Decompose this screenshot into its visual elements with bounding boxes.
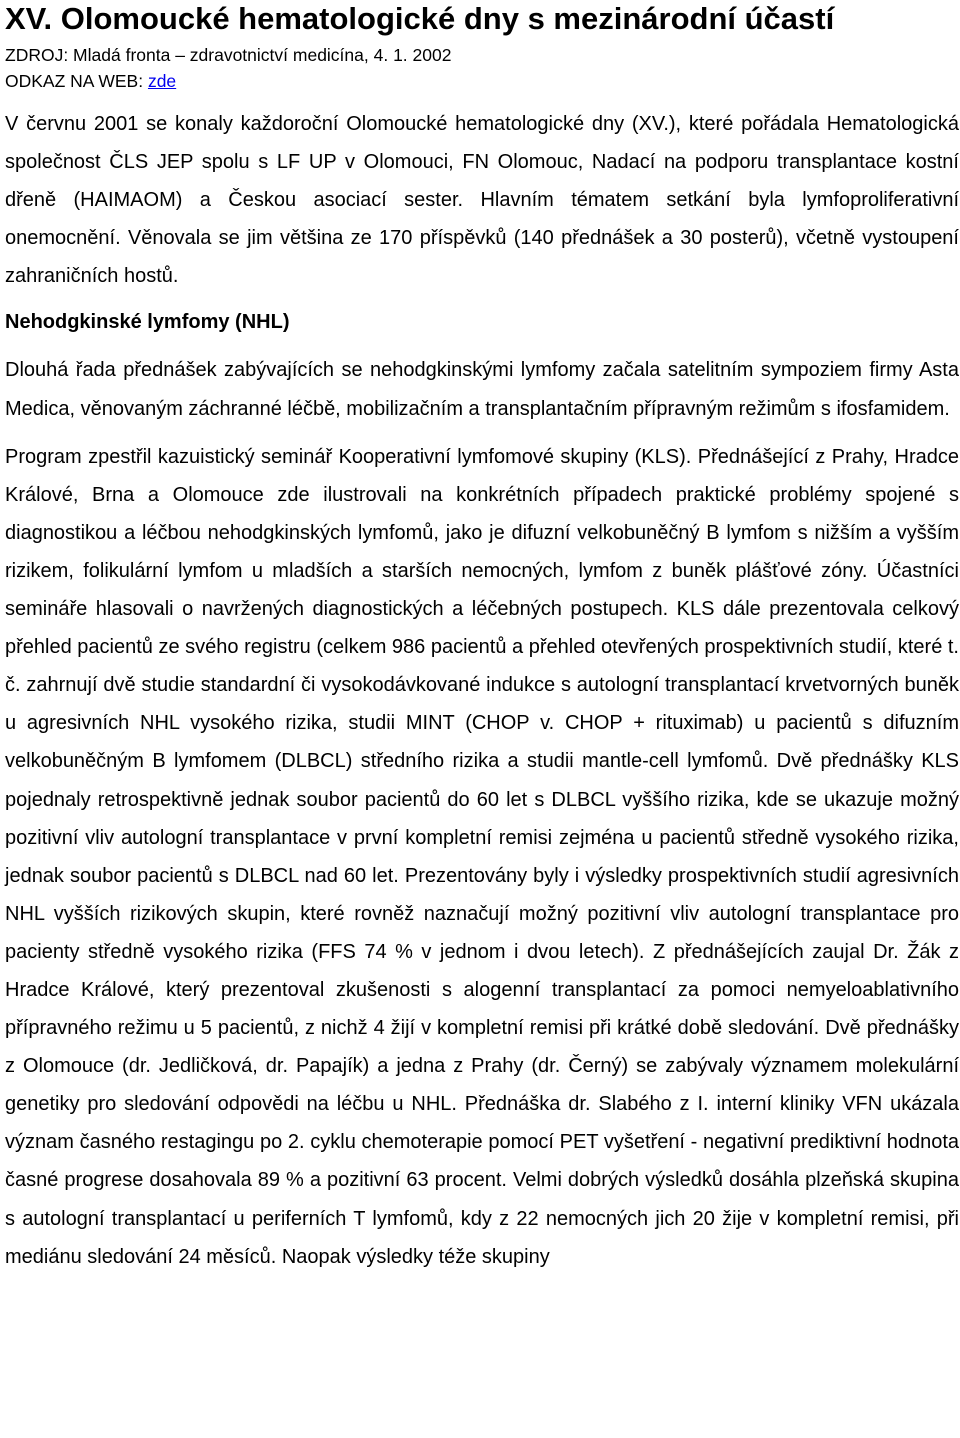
- intro-paragraph: V červnu 2001 se konaly každoroční Olomoucké hematologické dny (XV.), které pořádala Hematologická společnost ČLS JEP spolu s LF UP v Olomouci, FN Olomouc, Nadací na podporu transplantace kostní dřeně (HAIMAOM) a Českou asociací sester. Hlavním tématem setkání byla lymfoproliferativní onemocnění. Věnovala se jim většina ze 170 příspěvků (140 přednášek a 30 posterů), včetně vystoupení zahraničních hostů.: [5, 113, 959, 288]
- paragraph-2: Program zpestřil kazuistický seminář Kooperativní lymfomové skupiny (KLS). Přednášející z Prahy, Hradce Králové, Brna a Olomouce zde ilustrovali na konkrétních případech praktické problémy spojené s diagnostikou a léčbou nehodgkinských lymfomů, jako je difuzní velkobuněčný B lymfom s nižším a vyšším rizikem, folikulární lymfom u mladších a starších nemocných, lymfom z buněk plášťové zóny. Účastníci semináře hlasovali o navržených diagnostických a léčebných postupech. KLS dále prezentovala celkový přehled pacientů ze svého registru (celkem 986 pacientů a přehled otevřených prospektivních studií, které t. č. zahrnují dvě studie standardní či vysokodávkované indukce s autologní transplantací krvetvorných buněk u agresivních NHL vysokého rizika, studii MINT (CHOP v. CHOP + rituximab) u pacientů s difuzním velkobuněčným B lymfomem (DLBCL) středního rizika a studii mantle-cell lymfomů. Dvě přednášky KLS pojednaly retrospektivně jednak soubor pacientů do 60 let s DLBCL vyššího rizika, kde se ukazuje možný pozitivní vliv autologní transplantace v první kompletní remisi zejména u pacientů středně vysokého rizika, jednak soubor pacientů s DLBCL nad 60 let. Prezentovány byly i výsledky prospektivních studií agresivních NHL vyšších rizikových skupin, které rovněž naznačují možný pozitivní vliv autologní transplantace pro pacienty středně vysokého rizika (FFS 74 % v jednom i dvou letech). Z přednášejících zaujal Dr. Žák z Hradce Králové, který prezentoval zkušenosti s alogenní transplantací za pomoci nemyeloablativního přípravného režimu u 5 pacientů, z nichž 4 žijí v kompletní remisi při krátké době sledování. Dvě přednášky z Olomouce (dr. Jedličková, dr. Papajík) a jedna z Prahy (dr. Černý) se zabývaly významem molekulární genetiky pro sledování odpovědi na léčbu u NHL. Přednáška dr. Slabého z I. interní kliniky VFN ukázala význam časného restagingu po 2. cyklu chemoterapie pomocí PET vyšetření - negativní prediktivní hodnota časné progrese dosahovala 89 % a pozitivní 63 procent. Velmi dobrých výsledků dosáhla plzeňská skupina s autologní transplantací u periferních T lymfomů, kdy z 22 nemocných jich 20 žije v kompletní remisi, při mediánu sledování 24 měsíců. Naopak výsledky téže skupiny: [5, 445, 959, 1268]
- article-title: XV. Olomoucké hematologické dny s mezinárodní účastí: [5, 1, 835, 36]
- article: [5, 0, 959, 1276]
- section-heading: Nehodgkinské lymfomy (NHL): [5, 311, 290, 334]
- web-link-line: [5, 68, 959, 94]
- paragraph-1: Dlouhá řada přednášek zabývajících se nehodgkinskými lymfomy začala satelitním sympoziem firmy Asta Medica, věnovaným záchranné léčbě, mobilizačním a transplantačním přípravným režimům s ifosfamidem.: [5, 359, 959, 420]
- web-link[interactable]: zde: [147, 71, 177, 91]
- web-link-prefix: ODKAZ NA WEB:: [5, 71, 148, 91]
- source-line: ZDROJ: Mladá fronta – zdravotnictví medicína, 4. 1. 2002: [5, 45, 452, 65]
